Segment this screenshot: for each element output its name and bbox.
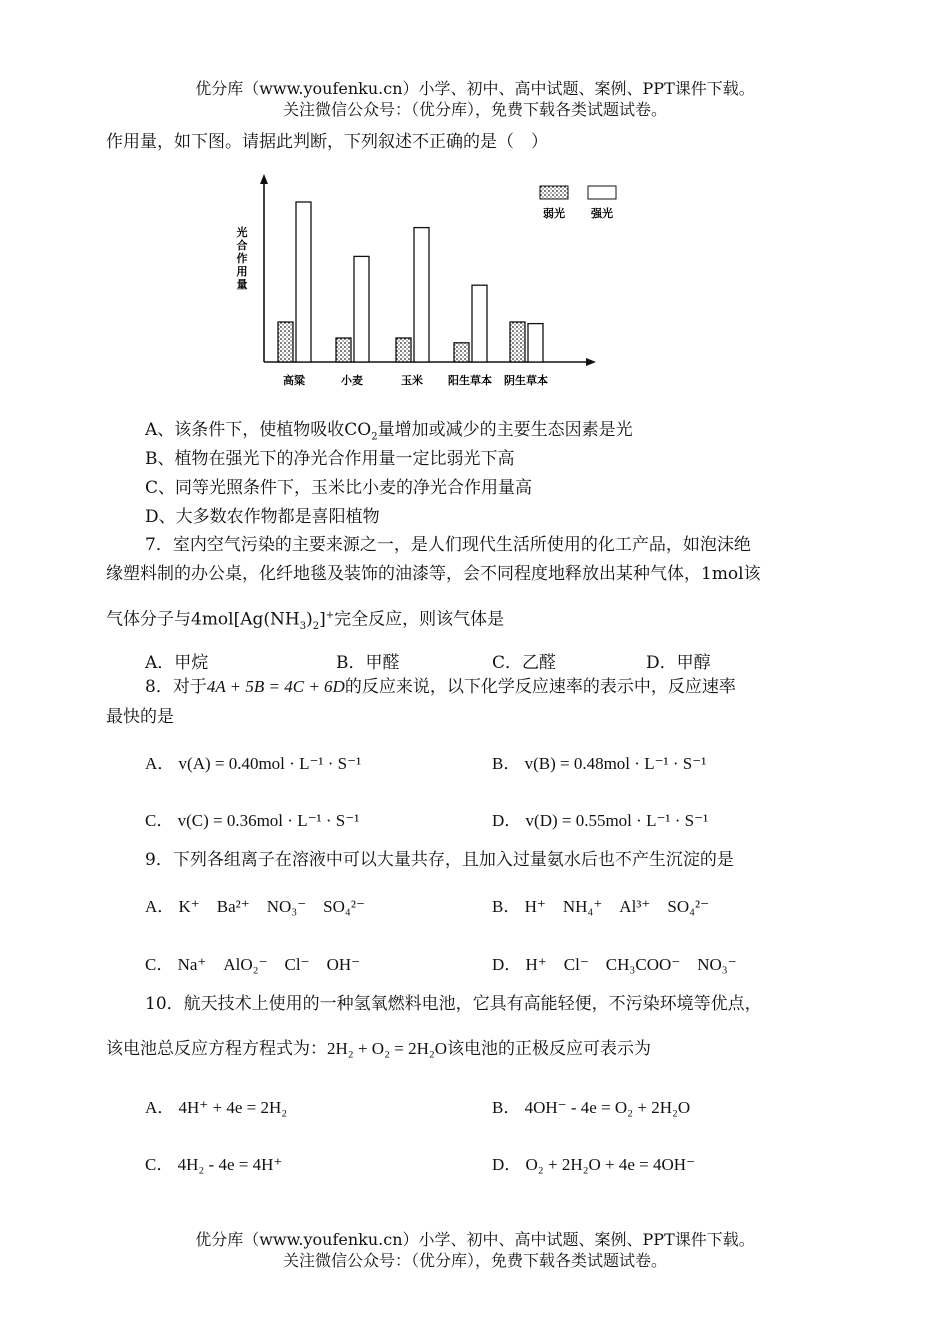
y-label-char: 光: [236, 226, 248, 239]
bar-strong-4: [528, 324, 543, 362]
legend-label-strong: 强光: [591, 207, 613, 220]
q10-equation: 2H₂ + O₂ = 2H₂O: [327, 1039, 448, 1058]
y-axis-label: [237, 225, 248, 291]
category-label-0: 高粱: [283, 374, 305, 387]
q6-option-c: C、同等光照条件下，玉米比小麦的净光合作用量高: [145, 478, 533, 498]
legend-swatch-weak: [540, 186, 568, 199]
q7-option-a: A．甲烷: [145, 653, 209, 673]
q10-line-2: 该电池总反应方程方程式为：2H₂ + O₂ = 2H₂O该电池的正极反应可表示为: [106, 1039, 652, 1059]
bar-strong-2: [414, 228, 429, 362]
q6-option-a: A、该条件下，使植物吸收$CO_2$量增加或减少的主要生态因素是光: [145, 420, 633, 443]
footer-line-1: 优分库（www.youfenku.cn）小学、初中、高中试题、案例、PPT课件下载。: [195, 1230, 755, 1249]
q8-equation: 4A + 5B = 4C + 6D: [206, 677, 345, 696]
q10-option-c: C． 4H₂ - 4e = 4H⁺: [145, 1155, 283, 1174]
photosynthesis-bar-chart: [228, 170, 613, 395]
q8-stem: 8．对于4A + 5B = 4C + 6D的反应来说，以下化学反应速率的表示中，反应速率: [145, 677, 736, 697]
y-label-char: 合: [236, 239, 248, 252]
q6-option-d: D、大多数农作物都是喜阳植物: [145, 507, 380, 527]
q8-option-a: A． v(A) = 0.40mol · L⁻¹ · S⁻¹: [145, 754, 362, 773]
q8-option-b: B． v(B) = 0.48mol · L⁻¹ · S⁻¹: [492, 754, 707, 773]
y-axis-arrow: [260, 174, 268, 184]
bar-weak-0: [278, 322, 293, 362]
q8-stem-line-2: 最快的是: [106, 707, 174, 727]
q8-option-c: C． v(C) = 0.36mol · L⁻¹ · S⁻¹: [145, 811, 360, 830]
q9-stem: 9．下列各组离子在溶液中可以大量共存，且加入过量氨水后也不产生沉淀的是: [145, 850, 734, 870]
bar-weak-2: [396, 338, 411, 362]
legend-label-weak: 弱光: [543, 207, 565, 220]
q7-line-2: 缘塑料制的办公桌，化纤地毯及装饰的油漆等，会不同程度地释放出某种气体，1mol该: [106, 564, 761, 584]
q7-line-3: 气体分子与$4mol[Ag(NH_3)_2]^+$完全反应，则该气体是: [106, 609, 505, 633]
q10-line-1: 10．航天技术上使用的一种氢氧燃料电池，它具有高能轻便，不污染环境等优点，: [145, 994, 762, 1014]
bar-weak-3: [454, 343, 469, 362]
q9-option-c: C． Na⁺ AlO₂⁻ Cl⁻ OH⁻: [145, 955, 361, 974]
bar-strong-0: [296, 202, 311, 362]
legend-swatch-strong: [588, 186, 616, 199]
category-label-3: 阳生草本: [448, 374, 492, 387]
q9-option-b: B． H⁺ NH₄⁺ Al³⁺ SO₄²⁻: [492, 897, 710, 916]
q7-option-c: C．乙醛: [492, 653, 557, 673]
q8-option-d: D． v(D) = 0.55mol · L⁻¹ · S⁻¹: [492, 811, 709, 830]
footer-line-2: 关注微信公众号：（优分库），免费下载各类试题试卷。: [282, 1251, 667, 1270]
y-label-char: 用: [236, 265, 248, 278]
y-label-char: 作: [236, 252, 248, 265]
header-line-1: 优分库（www.youfenku.cn）小学、初中、高中试题、案例、PPT课件下载。: [195, 79, 755, 98]
q10-option-b: B． 4OH⁻ - 4e = O₂ + 2H₂O: [492, 1098, 691, 1117]
bar-weak-4: [510, 322, 525, 362]
category-label-1: 小麦: [341, 374, 363, 387]
q9-option-d: D． H⁺ Cl⁻ CH₃COO⁻ NO₃⁻: [492, 955, 737, 974]
category-label-4: 阴生草本: [504, 374, 548, 387]
y-label-char: 量: [236, 278, 248, 291]
q9-option-a: A． K⁺ Ba²⁺ NO₃⁻ SO₄²⁻: [145, 897, 365, 916]
q10-option-a: A． 4H⁺ + 4e = 2H₂: [145, 1098, 288, 1117]
q7-option-b: B．甲醛: [336, 653, 400, 673]
q6-option-b: B、植物在强光下的净光合作用量一定比弱光下高: [145, 449, 515, 469]
q7-line-1: 7．室内空气污染的主要来源之一，是人们现代生活所使用的化工产品，如泡沫绝: [145, 535, 751, 555]
bar-strong-3: [472, 285, 487, 362]
bar-weak-1: [336, 338, 351, 362]
q7-option-d: D．甲醇: [646, 653, 711, 673]
category-label-2: 玉米: [401, 374, 423, 387]
q10-option-d: D． O₂ + 2H₂O + 4e = 4OH⁻: [492, 1155, 696, 1174]
x-axis-arrow: [586, 358, 596, 366]
question-6-intro: 作用量，如下图。请据此判断，下列叙述不正确的是（ ）: [106, 132, 548, 152]
header-line-2: 关注微信公众号：（优分库），免费下载各类试题试卷。: [282, 100, 667, 119]
bar-strong-1: [354, 256, 369, 362]
